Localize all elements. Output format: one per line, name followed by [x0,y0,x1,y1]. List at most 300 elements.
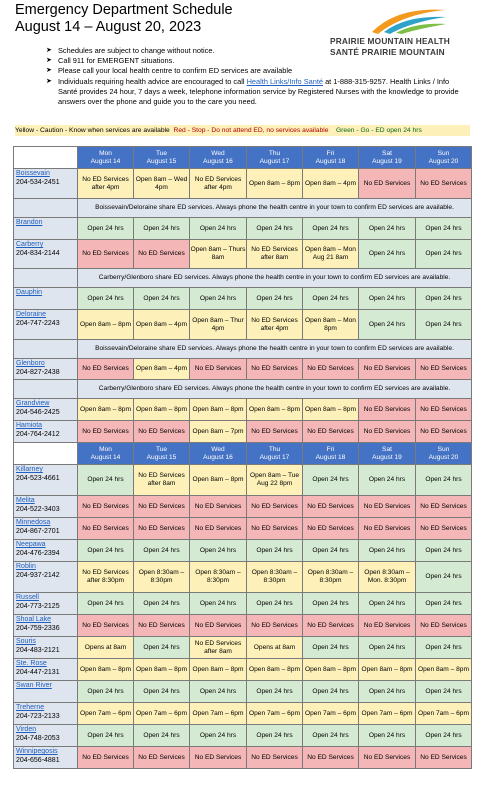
schedule-cell: Opens at 8am [78,637,134,659]
site-row [14,518,472,540]
day-of-week: Fri [326,149,335,157]
schedule-cell: Open 24 hrs [303,540,359,562]
schedule-cell: Open 24 hrs [359,725,416,747]
site-row [14,169,472,199]
schedule-cell: No ED Services [78,421,134,443]
schedule-cell: No ED Services after 8am [247,240,303,269]
schedule-cell: Open 8am – 8pm [190,465,247,496]
day-of-week: Fri [326,445,335,453]
site-name-link[interactable]: Russell [16,594,39,601]
schedule-cell: Open 8am – 8pm [78,659,134,681]
schedule-cell: Open 8am – 8pm [134,399,190,421]
day-header-row [14,443,472,465]
site-name-link[interactable]: Killarney [16,466,43,473]
day-of-week: Wed [211,149,225,157]
schedule-cell: Open 24 hrs [78,288,134,310]
schedule-cell: Open 24 hrs [247,540,303,562]
arrow-bullet-icon: ➤ [46,77,52,85]
schedule-cell: No ED Services after 8am [134,465,190,496]
page-title [15,2,233,36]
schedule-cell: Open 7am – 6pm [78,703,134,725]
schedule-cell: No ED Services [416,747,472,769]
site-row [14,540,472,562]
site-phone: 204-827-2438 [16,369,60,376]
day-date: August 18 [315,157,346,165]
schedule-cell: No ED Services [78,615,134,637]
notice-item: ➤ Please call your local health centre to confirm ED services are available [46,66,293,76]
schedule-cell: No ED Services [303,421,359,443]
day-date: August 19 [372,157,402,165]
schedule-cell: Open 7am – 6pm [247,703,303,725]
site-cell [14,496,78,518]
schedule-cell: Open 8am – Thur 4pm [190,310,247,340]
arrow-bullet-icon: ➤ [46,67,52,75]
site-name-link[interactable]: Neepawa [16,541,46,548]
schedule-cell: Open 24 hrs [78,725,134,747]
site-cell [14,359,78,380]
schedule-cell: No ED Services [359,747,416,769]
schedule-cell: No ED Services [134,615,190,637]
schedule-cell: No ED Services [416,421,472,443]
site-name-link[interactable]: Carberry [16,241,44,248]
day-header [303,443,359,465]
site-row [14,615,472,637]
schedule-cell: Open 8am – 8pm [78,310,134,340]
day-of-week: Sat [382,149,392,157]
note-spacer [14,380,78,399]
site-row [14,288,472,310]
schedule-cell: No ED Services [303,615,359,637]
schedule-cell: Open 8am – 4pm [134,359,190,380]
schedule-cell: Open 24 hrs [303,288,359,310]
schedule-cell: Open 24 hrs [416,637,472,659]
schedule-cell: Open 24 hrs [416,593,472,615]
schedule-cell: Open 24 hrs [247,725,303,747]
schedule-cell: Open 24 hrs [359,218,416,240]
schedule-cell: No ED Services after 4pm [247,310,303,340]
site-name-link[interactable]: Shoal Lake [16,616,52,623]
day-header [247,443,303,465]
site-phone: 204-748-2053 [16,735,60,742]
schedule-cell: Open 24 hrs [134,540,190,562]
site-phone: 204-522-3403 [16,506,60,513]
day-header [134,147,190,169]
schedule-cell: No ED Services [416,496,472,518]
schedule-cell: No ED Services [78,240,134,269]
site-cell [14,399,78,421]
schedule-cell: Open 24 hrs [247,288,303,310]
schedule-cell: Open 8am – 7pm [190,421,247,443]
day-of-week: Thu [268,445,281,453]
schedule-cell: Open 24 hrs [303,637,359,659]
site-name-link[interactable]: Boissevain [16,170,50,177]
site-name-link[interactable]: Swan River [16,682,52,689]
schedule-cell: Open 24 hrs [303,218,359,240]
arrow-bullet-icon: ➤ [46,57,52,65]
site-cell [14,218,78,240]
day-header [359,147,416,169]
schedule-cell: Open 8am – 8pm [78,399,134,421]
site-row [14,659,472,681]
schedule-cell: Open 24 hrs [134,725,190,747]
schedule-cell: Open 8am – 8pm [190,399,247,421]
schedule-cell: Open 24 hrs [134,218,190,240]
schedule-cell: No ED Services [134,421,190,443]
schedule-cell: No ED Services [303,747,359,769]
schedule-cell: Open 7am – 6pm [359,703,416,725]
schedule-cell: Open 8am – 8pm [359,659,416,681]
shared-services-note: Carberry/Glenboro share ED services. Always phone the health centre in your town to confirm ED services are available. [78,380,472,399]
schedule-cell: Open 24 hrs [190,593,247,615]
health-links-link[interactable]: Health Links/Info Santé [246,76,324,86]
site-row [14,465,472,496]
day-header [190,147,247,169]
site-cell [14,725,78,747]
site-phone: 204-523-4661 [16,475,60,482]
schedule-cell: Open 24 hrs [359,465,416,496]
header-corner [14,147,78,169]
site-cell [14,615,78,637]
day-header [190,443,247,465]
logo-text-english: PRAIRIE MOUNTAIN HEALTH [330,36,450,46]
day-of-week: Sun [437,445,450,453]
site-cell [14,681,78,703]
site-name-link[interactable]: Melita [16,497,35,504]
schedule-cell: Open 24 hrs [134,593,190,615]
shared-services-note-row [14,199,472,218]
site-row [14,562,472,593]
site-cell [14,747,78,769]
site-row [14,681,472,703]
schedule-cell: No ED Services [359,615,416,637]
site-name-link[interactable]: Ste. Rose [16,660,47,667]
day-header [247,147,303,169]
site-cell [14,540,78,562]
schedule-cell: Open 8am – 8pm [303,399,359,421]
title-line-2: August 14 – August 20, 2023 [15,19,202,35]
schedule-cell: No ED Services [359,169,416,199]
schedule-cell: No ED Services [190,747,247,769]
site-row [14,747,472,769]
schedule-cell: Open 8am – 8pm [416,659,472,681]
day-of-week: Mon [99,445,112,453]
notice-list [44,46,464,107]
header-corner [14,443,78,465]
schedule-cell: Open 7am – 6pm [416,703,472,725]
site-cell [14,169,78,199]
schedule-cell: Open 24 hrs [247,593,303,615]
schedule-cell: Open 8am – Tue Aug 22 8pm [247,465,303,496]
site-row [14,725,472,747]
day-date: August 16 [203,453,233,461]
schedule-cell: No ED Services [416,359,472,380]
schedule-cell: Open 24 hrs [78,593,134,615]
schedule-cell: Open 8am – Mon 8pm [303,310,359,340]
site-phone: 204-759-2336 [16,625,60,632]
day-of-week: Sat [382,445,392,453]
schedule-cell: Open 24 hrs [416,218,472,240]
schedule-cell: No ED Services after 4pm [190,169,247,199]
schedule-cell: Open 24 hrs [190,218,247,240]
schedule-cell: Open 8am – 8pm [247,659,303,681]
shared-services-note: Boissevain/Deloraine share ED services. Always phone the health centre in your town to confirm ED services are available. [78,340,472,359]
schedule-cell: No ED Services [247,615,303,637]
schedule-cell: No ED Services [134,240,190,269]
schedule-cell: No ED Services after 4pm [78,169,134,199]
schedule-cell: Open 24 hrs [416,562,472,593]
day-header [416,443,472,465]
schedule-cell: Open 8:30am – 8:30pm [190,562,247,593]
schedule-cell: Open 24 hrs [416,465,472,496]
schedule-cell: Open 24 hrs [190,725,247,747]
schedule-cell: Open 24 hrs [359,681,416,703]
schedule-cell: Open 8:30am – 8:30pm [134,562,190,593]
schedule-cell: Open 8am – 4pm [134,310,190,340]
site-row [14,421,472,443]
schedule-cell: No ED Services after 8am [190,637,247,659]
day-date: August 14 [90,453,121,461]
day-date: August 15 [146,453,177,461]
mountain-swoosh-icon [370,4,448,34]
site-phone: 204-476-2394 [16,550,60,557]
schedule-cell: No ED Services after 8:30pm [78,562,134,593]
schedule-cell: Open 24 hrs [416,240,472,269]
schedule-cell: No ED Services [190,615,247,637]
day-of-week: Sun [437,149,450,157]
schedule-cell: Open 24 hrs [416,725,472,747]
schedule-cell: No ED Services [359,496,416,518]
schedule-cell: No ED Services [190,359,247,380]
schedule-cell: No ED Services [78,359,134,380]
schedule-cell: Open 8am – 8pm [134,659,190,681]
schedule-cell: Open 7am – 6pm [190,703,247,725]
site-cell [14,310,78,340]
schedule-cell: Open 24 hrs [78,540,134,562]
schedule-cell: Open 24 hrs [359,637,416,659]
site-cell [14,593,78,615]
schedule-cell: Open 7am – 6pm [303,703,359,725]
arrow-bullet-icon: ➤ [46,47,52,54]
schedule-cell: No ED Services [416,399,472,421]
schedule-cell: Open 24 hrs [134,681,190,703]
site-phone: 204-834-2144 [16,250,60,257]
shared-services-note-row [14,269,472,288]
site-phone: 204-546-2425 [16,409,60,416]
legend-red: Red - Stop - Do not attend ED, no services available [173,127,329,134]
day-header [78,443,134,465]
schedule-cell: No ED Services [134,496,190,518]
day-of-week: Thu [268,149,281,157]
site-name-link[interactable]: Virden [16,726,37,733]
site-phone: 204-447-2131 [16,669,60,676]
day-date: August 19 [372,453,402,461]
day-header [134,443,190,465]
schedule-cell: Open 24 hrs [247,681,303,703]
site-phone: 204-656-4881 [16,757,60,764]
site-name-link[interactable]: Grandview [16,400,50,407]
site-cell [14,659,78,681]
notice-item: ➤ Individuals requiring health advice are encouraged to call Health Links/Info Santé at 1-888-315-9257. Health Links / Info Santé provides 24 hour, 7 days a week, telephone information service by Registered Nurses with the knowledge to provide answers over the phone and guide you to the care you need. [46,76,459,107]
note-spacer [14,340,78,359]
schedule-cell: No ED Services [303,359,359,380]
color-legend [15,125,470,136]
site-phone: 204-747-2243 [16,320,60,327]
day-of-week: Tue [155,445,168,453]
site-phone: 204-867-2701 [16,528,60,535]
shared-services-note-row [14,340,472,359]
day-date: August 17 [259,453,290,461]
site-row [14,218,472,240]
site-phone: 204-534-2451 [16,179,60,186]
schedule-cell: Open 24 hrs [416,681,472,703]
day-date: August 20 [428,453,459,461]
legend-green: Green - Go - ED open 24 hrs [335,127,422,134]
site-name-link[interactable]: Hamiota [16,422,43,429]
schedule-cell: No ED Services [190,496,247,518]
schedule-cell: Open 8:30am – 8:30pm [247,562,303,593]
site-name-link[interactable]: Deloraine [16,311,46,318]
schedule-cell: No ED Services [78,518,134,540]
schedule-cell: Open 24 hrs [359,310,416,340]
schedule-cell: No ED Services [359,421,416,443]
schedule-cell: Open 24 hrs [190,288,247,310]
legend-yellow: Yellow - Caution - Know when services are available [15,127,170,134]
day-header [303,147,359,169]
schedule-cell: Open 24 hrs [134,288,190,310]
title-line-1: Emergency Department Schedule [15,2,233,18]
site-cell [14,421,78,443]
schedule-cell: No ED Services [190,518,247,540]
site-cell [14,637,78,659]
site-phone: 204-723-2133 [16,713,60,720]
schedule-cell: Open 24 hrs [78,681,134,703]
day-of-week: Mon [99,149,112,157]
schedule-cell: Open 24 hrs [134,637,190,659]
site-cell [14,562,78,593]
schedule-cell: Open 24 hrs [78,465,134,496]
day-of-week: Wed [211,445,225,453]
day-header [78,147,134,169]
schedule-cell: No ED Services [359,518,416,540]
schedule-cell: No ED Services [416,615,472,637]
site-cell [14,465,78,496]
site-phone: 204-483-2121 [16,647,60,654]
shared-services-note-row [14,380,472,399]
schedule-cell: Open 24 hrs [303,681,359,703]
notice-item: ➤ Schedules are subject to change without notice. [46,46,215,55]
site-name-link[interactable]: Roblin [16,563,36,570]
site-name-link[interactable]: Brandon [16,219,43,226]
schedule-cell: No ED Services [303,518,359,540]
schedule-cell: Open 24 hrs [303,725,359,747]
schedule-cell: Open 8:30am – 8:30pm [303,562,359,593]
schedule-cell: No ED Services [416,518,472,540]
schedule-cell: Open 8am – 8pm [303,659,359,681]
site-phone: 204-764-2412 [16,431,60,438]
schedule-cell: No ED Services [247,747,303,769]
schedule-cell: No ED Services [247,496,303,518]
day-header-row [14,147,472,169]
schedule-cell: No ED Services [78,747,134,769]
schedule-cell: Open 24 hrs [359,540,416,562]
day-header [359,443,416,465]
schedule-cell: Open 24 hrs [78,218,134,240]
site-cell [14,703,78,725]
schedule-cell: Open 24 hrs [359,288,416,310]
site-cell [14,288,78,310]
day-header [416,147,472,169]
schedule-cell: Open 24 hrs [359,240,416,269]
day-date: August 18 [315,453,346,461]
schedule-table [13,146,472,769]
site-name-link[interactable]: Glenboro [16,360,45,367]
day-date: August 14 [90,157,121,165]
schedule-cell: No ED Services [247,518,303,540]
schedule-cell: No ED Services [247,421,303,443]
site-cell [14,518,78,540]
schedule-cell: Open 24 hrs [303,593,359,615]
schedule-cell: Open 8am – 4pm [303,169,359,199]
schedule-cell: Open 24 hrs [416,310,472,340]
site-name-link[interactable]: Treherne [16,704,45,711]
note-spacer [14,199,78,218]
schedule-cell: Open 8am – Mon Aug 21 8am [303,240,359,269]
schedule-cell: No ED Services [134,747,190,769]
site-name-link[interactable]: Dauphin [16,289,43,296]
schedule-cell: No ED Services [78,496,134,518]
schedule-cell: No ED Services [134,518,190,540]
day-date: August 16 [203,157,233,165]
site-name-link[interactable]: Minnedosa [16,519,51,526]
day-date: August 17 [259,157,290,165]
day-of-week: Tue [155,149,168,157]
site-row [14,496,472,518]
schedule-cell: Open 8am – 8pm [247,169,303,199]
schedule-cell: Opens at 8am [247,637,303,659]
schedule-cell: Open 8:30am – Mon. 8:30pm [359,562,416,593]
schedule-cell: No ED Services [359,359,416,380]
shared-services-note: Carberry/Glenboro share ED services. Always phone the health centre in your town to confirm ED services are available. [78,269,472,288]
schedule-cell: Open 8am – 8pm [247,399,303,421]
schedule-cell: Open 7am – 6pm [134,703,190,725]
schedule-cell: No ED Services [303,496,359,518]
notice-item: ➤ Call 911 for EMERGENT situations. [46,56,175,66]
site-name-link[interactable]: Souris [16,638,36,645]
schedule-cell: Open 8am – 8pm [190,659,247,681]
schedule-cell: Open 24 hrs [416,288,472,310]
schedule-cell: Open 24 hrs [303,465,359,496]
schedule-cell: No ED Services [359,399,416,421]
site-row [14,310,472,340]
site-row [14,240,472,269]
site-row [14,359,472,380]
site-phone: 204-773-2125 [16,603,60,610]
schedule-cell: Open 24 hrs [359,593,416,615]
logo-text-french: SANTÉ PRAIRIE MOUNTAIN [330,47,445,57]
day-date: August 20 [428,157,459,165]
shared-services-note: Boissevain/Deloraine share ED services. Always phone the health centre in your town to confirm ED services are available. [78,199,472,218]
site-row [14,399,472,421]
site-row [14,593,472,615]
schedule-cell: Open 24 hrs [247,218,303,240]
site-cell [14,240,78,269]
day-date: August 15 [146,157,177,165]
schedule-cell: Open 24 hrs [416,540,472,562]
note-spacer [14,269,78,288]
schedule-cell: No ED Services [247,359,303,380]
site-name-link[interactable]: Winnipegosis [16,748,58,755]
schedule-cell: Open 8am – Thurs 8am [190,240,247,269]
